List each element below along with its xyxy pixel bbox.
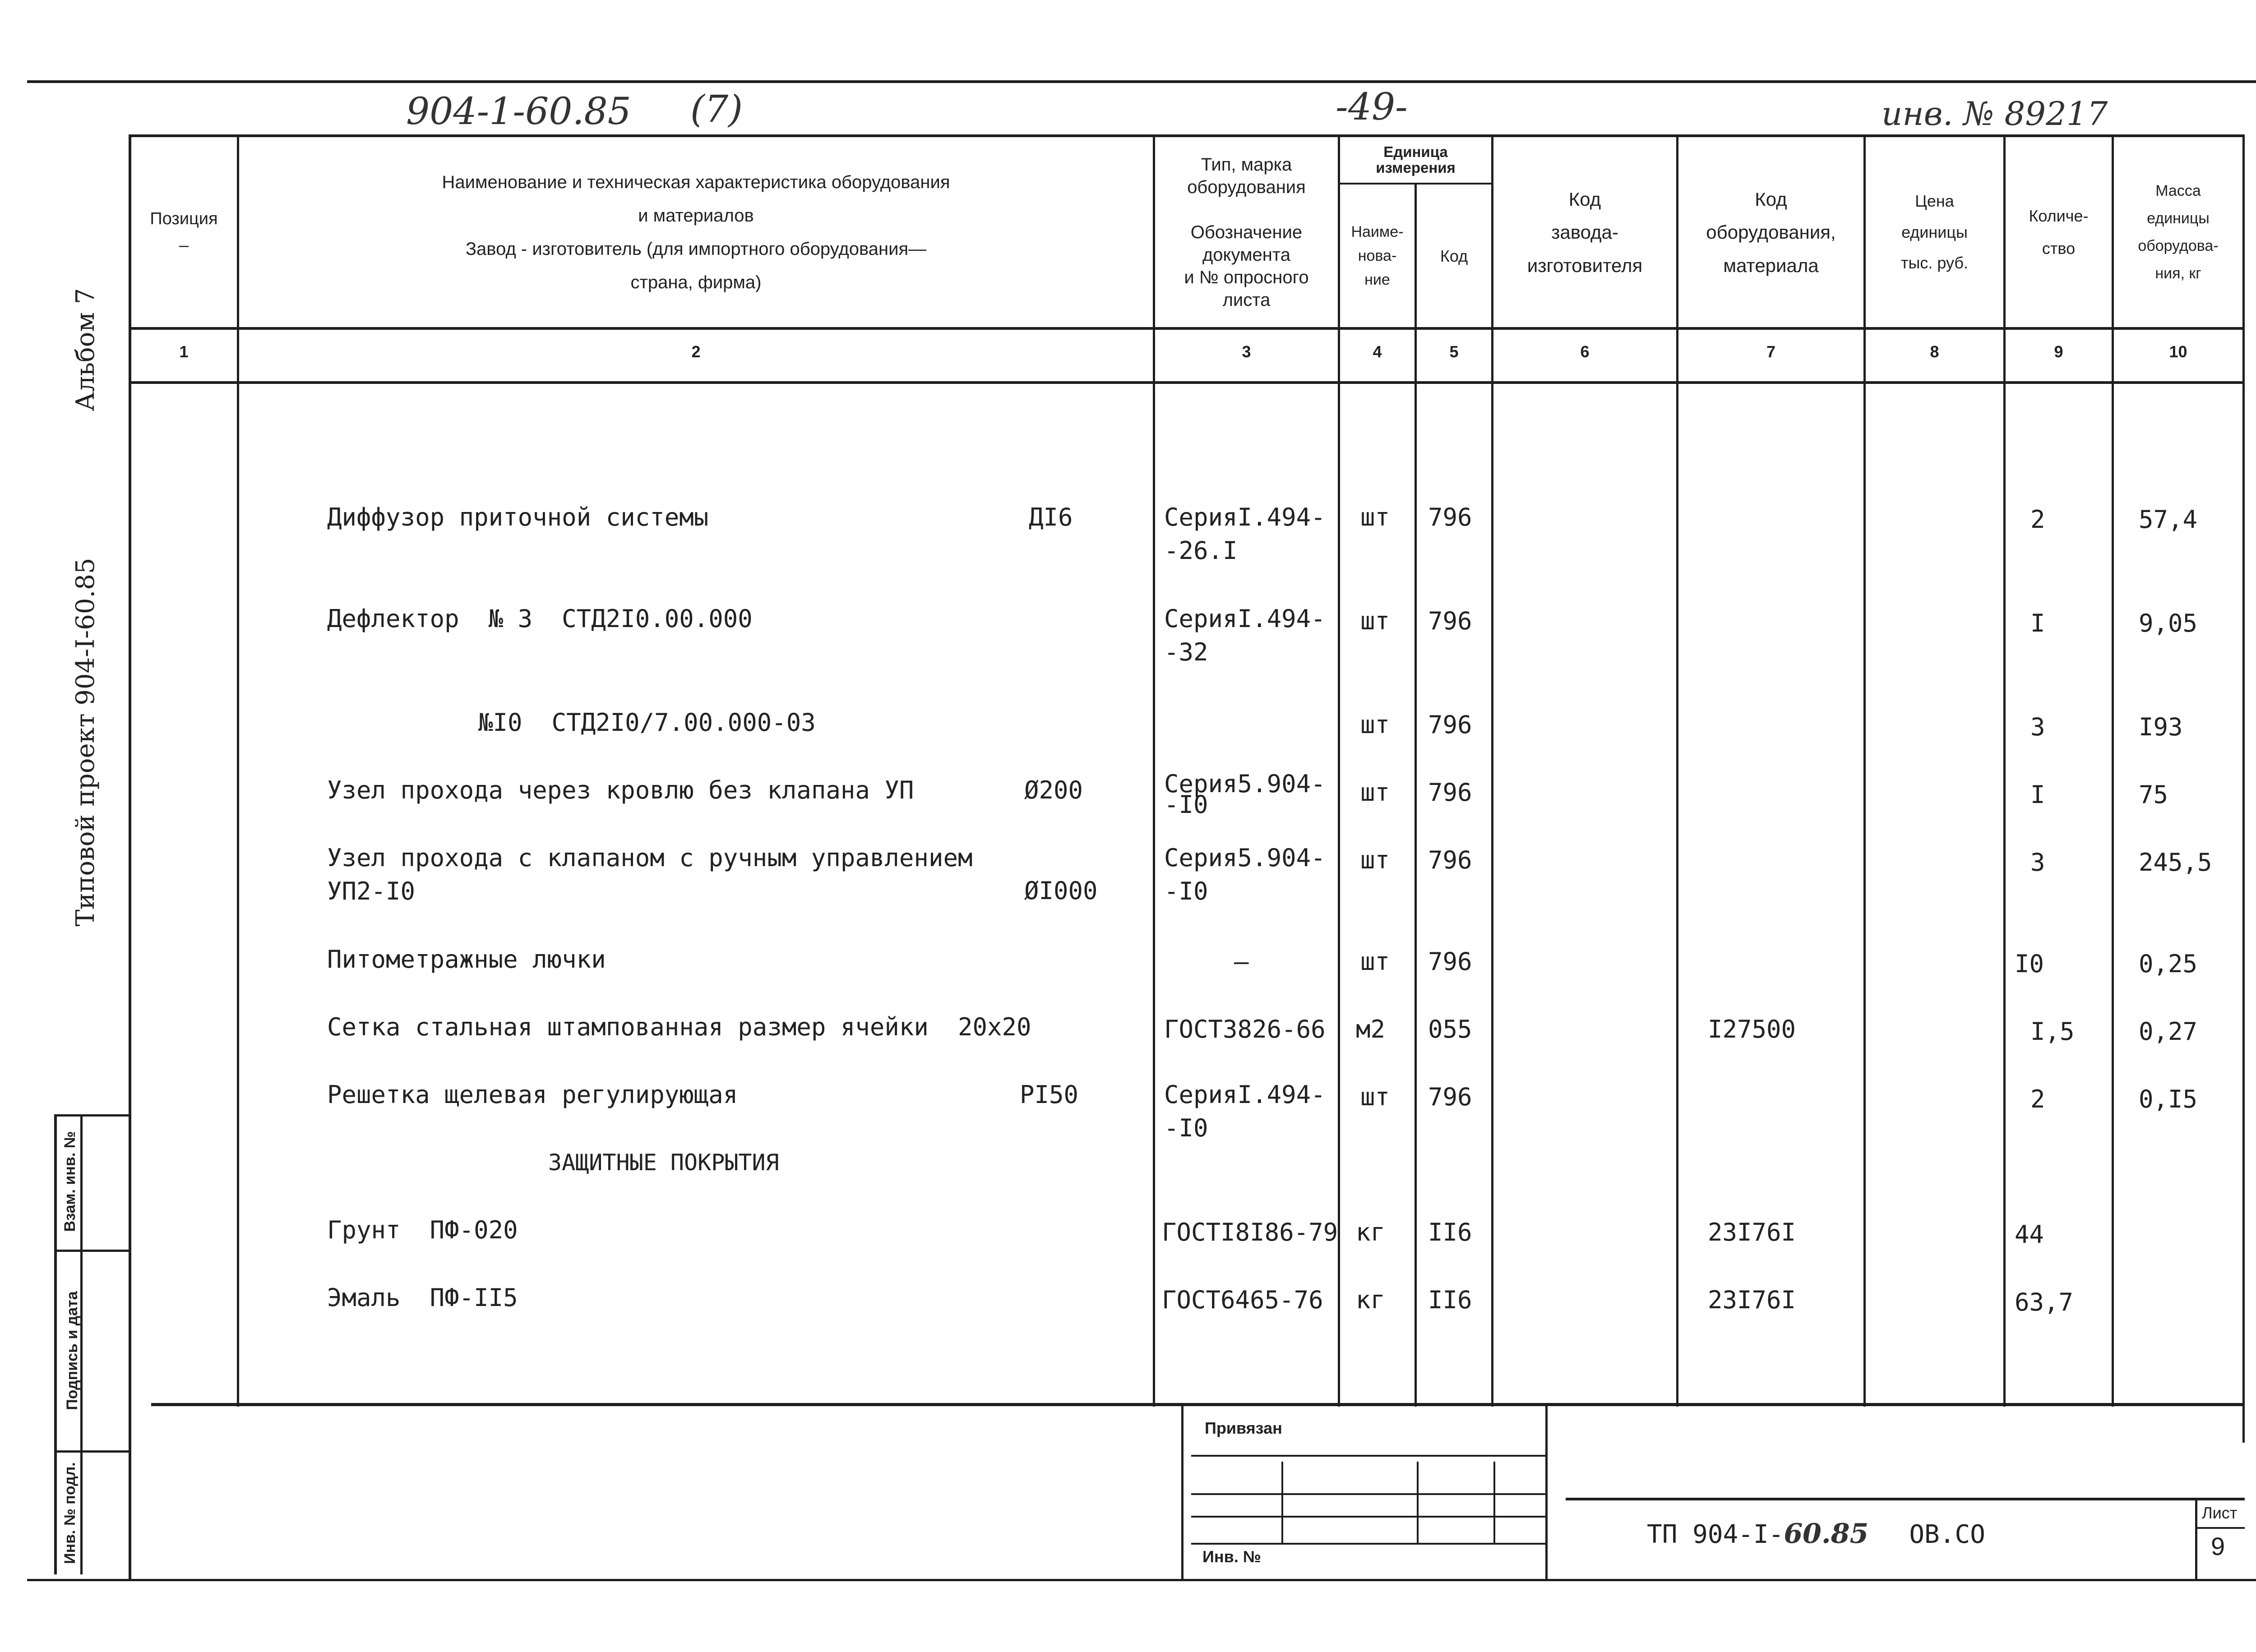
item-qty: I bbox=[2030, 780, 2045, 809]
header-bottom-line bbox=[129, 327, 2245, 330]
header-material-code: Код оборудования, материала bbox=[1706, 188, 1836, 276]
stamp-vzam: Взам. инв. № bbox=[61, 1131, 79, 1232]
item-unit-code: 055 bbox=[1428, 1015, 1472, 1043]
item-unit: шт bbox=[1360, 607, 1390, 635]
item-mass: 75 bbox=[2139, 780, 2168, 809]
item-name: Узел прохода с клапаном с ручным управлением УП2-I0 bbox=[327, 844, 973, 905]
item-qty: 2 bbox=[2030, 1085, 2045, 1113]
colnum-3: 3 bbox=[1242, 342, 1251, 361]
item-name: Решетка щелевая регулирующая bbox=[327, 1080, 738, 1109]
colnum-9: 9 bbox=[2054, 342, 2063, 361]
col-line-10 bbox=[2242, 134, 2245, 1443]
item-qty: I,5 bbox=[2030, 1017, 2075, 1046]
item-mass: 0,I5 bbox=[2139, 1085, 2198, 1113]
item-name: Узел прохода через кровлю без клапана УП bbox=[327, 776, 914, 804]
item-name: №I0 СТД2I0/7.00.000-03 bbox=[478, 708, 816, 737]
bottom-border-line bbox=[27, 1579, 2256, 1581]
colnum-7: 7 bbox=[1766, 342, 1776, 361]
item-qty: 3 bbox=[2030, 713, 2045, 741]
colnum-10: 10 bbox=[2169, 342, 2187, 361]
header-unit-code: Код bbox=[1440, 246, 1468, 265]
title-block-top-line bbox=[1566, 1498, 2245, 1500]
header-name: Наименование и техническая характеристика оборудования и материалов Завод - изготовитель (для импортного оборудования— страна, фирма) bbox=[442, 172, 950, 292]
item-unit: шт bbox=[1360, 778, 1390, 807]
document-code bbox=[1647, 1518, 1985, 1550]
colnum-1: 1 bbox=[179, 342, 189, 361]
inventory-number: инв. № 89217 bbox=[1882, 95, 2108, 133]
header-quantity: Количе- ство bbox=[2029, 207, 2089, 258]
doc-code-hand: 60.85 bbox=[1784, 1518, 1869, 1550]
item-doc: СерияI.494- -26.I bbox=[1164, 503, 1326, 565]
inv-no-label: Инв. № bbox=[1202, 1547, 1261, 1566]
item-mass: 57,4 bbox=[2139, 505, 2198, 534]
item-unit: кг bbox=[1356, 1286, 1386, 1314]
item-unit: шт bbox=[1360, 947, 1390, 976]
item-qty: 2 bbox=[2030, 505, 2045, 534]
colnum-bottom-line bbox=[129, 381, 2245, 384]
privyazan-line-2 bbox=[1191, 1493, 1545, 1495]
privyazan-left bbox=[1181, 1405, 1183, 1579]
stamp-left-border bbox=[54, 1114, 57, 1574]
item-unit: м2 bbox=[1356, 1015, 1386, 1043]
item-unit-code: II6 bbox=[1428, 1218, 1472, 1246]
privyazan-line-4 bbox=[1191, 1543, 1545, 1545]
item-name: Грунт ПФ-020 bbox=[327, 1216, 518, 1244]
item-unit-code: 796 bbox=[1428, 947, 1472, 976]
colnum-8: 8 bbox=[1930, 342, 1939, 361]
item-doc: ГОСТ6465-76 bbox=[1162, 1286, 1323, 1314]
item-doc: Серия5.904- -I0 bbox=[1164, 844, 1326, 905]
item-unit-code: 796 bbox=[1428, 846, 1472, 874]
item-doc: СерияI.494- -32 bbox=[1164, 605, 1326, 666]
item-doc: ГОСТI8I86-79 bbox=[1162, 1218, 1338, 1246]
item-material-code: 23I76I bbox=[1708, 1286, 1796, 1314]
item-mass: 0,27 bbox=[2139, 1017, 2198, 1046]
item-doc: ГОСТ3826-66 bbox=[1164, 1015, 1326, 1043]
item-mass: 0,25 bbox=[2139, 950, 2198, 978]
colnum-6: 6 bbox=[1580, 342, 1590, 361]
handwritten-bracket-note: (7) bbox=[690, 88, 743, 131]
project-title: Типовой проект 904-I-60.85 bbox=[71, 558, 100, 927]
doc-code-prefix: ТП 904-I- bbox=[1647, 1520, 1784, 1549]
sheet-number: 9 bbox=[2211, 1532, 2225, 1560]
item-mark: РI50 bbox=[1020, 1080, 1079, 1109]
item-mass: I93 bbox=[2139, 713, 2183, 741]
doc-code-suffix: ОВ.СО bbox=[1909, 1520, 1985, 1549]
top-border-line bbox=[27, 80, 2256, 83]
colnum-2: 2 bbox=[691, 342, 701, 361]
item-name: Диффузор приточной системы bbox=[327, 503, 709, 531]
sheet-label: Лист bbox=[2202, 1504, 2238, 1522]
item-unit: шт bbox=[1360, 846, 1390, 874]
handwritten-project-number: 904-1-60.85 bbox=[406, 90, 631, 133]
item-qty: I0 bbox=[2015, 950, 2044, 978]
header-mass: Масса единицы оборудова- ния, кг bbox=[2138, 182, 2219, 282]
header-plant-code: Код завода- изготовителя bbox=[1527, 188, 1643, 276]
header-type: Тип, марка оборудования Обозначение документа и № опросного листа bbox=[1184, 155, 1309, 310]
item-material-code: I27500 bbox=[1708, 1015, 1796, 1043]
item-mass: 9,05 bbox=[2139, 609, 2198, 637]
item-unit: шт bbox=[1360, 711, 1390, 739]
item-name: Эмаль ПФ-II5 bbox=[327, 1283, 518, 1312]
section-heading: ЗАЩИТНЫЕ ПОКРЫТИЯ bbox=[548, 1149, 779, 1176]
privyazan-label: Привязан bbox=[1205, 1419, 1282, 1437]
table-top-line bbox=[129, 134, 2245, 137]
item-qty: I bbox=[2030, 609, 2045, 637]
privyazan-div-1 bbox=[1281, 1462, 1283, 1543]
colnum-4: 4 bbox=[1373, 342, 1382, 361]
item-doc: Серия5.904- -I0 bbox=[1164, 770, 1326, 819]
header-price: Цена единицы тыс. руб. bbox=[1900, 192, 1968, 272]
item-mass: 245,5 bbox=[2139, 848, 2212, 877]
sheet-box-mid bbox=[2195, 1527, 2245, 1529]
item-qty: 44 bbox=[2015, 1220, 2044, 1249]
item-unit: шт bbox=[1360, 1083, 1390, 1111]
item-mark: Ø200 bbox=[1024, 776, 1083, 804]
stamp-podpis: Подпись и дата bbox=[64, 1291, 81, 1410]
item-qty: 63,7 bbox=[2015, 1288, 2074, 1316]
item-qty: 3 bbox=[2030, 848, 2045, 877]
item-unit-code: 796 bbox=[1428, 1083, 1472, 1111]
item-unit-code: 796 bbox=[1428, 607, 1472, 635]
item-unit: кг bbox=[1356, 1218, 1386, 1246]
header-unit-group: Единица измерения bbox=[1376, 143, 1456, 176]
album-label: Альбом 7 bbox=[71, 288, 100, 411]
item-name: Сетка стальная штампованная размер ячейки 20х20 bbox=[327, 1013, 1031, 1041]
privyazan-right bbox=[1545, 1405, 1548, 1579]
sheet-box-left bbox=[2195, 1500, 2197, 1579]
header-position: Позиция – bbox=[150, 209, 218, 255]
stamp-inv-podl: Инв. № подл. bbox=[61, 1462, 79, 1564]
item-unit-code: II6 bbox=[1428, 1286, 1472, 1314]
item-unit-code: 796 bbox=[1428, 778, 1472, 807]
item-material-code: 23I76I bbox=[1708, 1218, 1796, 1246]
privyazan-div-2 bbox=[1417, 1462, 1419, 1543]
colnum-5: 5 bbox=[1449, 342, 1459, 361]
item-name: Питометражные лючки bbox=[327, 945, 606, 974]
item-unit-code: 796 bbox=[1428, 503, 1472, 531]
item-mark: ДI6 bbox=[1029, 503, 1073, 531]
bottom-block-top-line bbox=[151, 1403, 2245, 1406]
privyazan-div-3 bbox=[1493, 1462, 1495, 1543]
stamp-line-1 bbox=[54, 1250, 131, 1252]
item-doc: – bbox=[1234, 947, 1249, 976]
item-unit-code: 796 bbox=[1428, 711, 1472, 739]
privyazan-line-3 bbox=[1191, 1516, 1545, 1518]
page-number: -49- bbox=[1336, 86, 1408, 129]
item-mark: ØI000 bbox=[1024, 877, 1098, 905]
item-unit: шт bbox=[1360, 503, 1390, 531]
privyazan-line-1 bbox=[1191, 1455, 1545, 1457]
item-doc: СерияI.494- -I0 bbox=[1164, 1080, 1326, 1142]
item-name: Дефлектор № 3 СТД2I0.00.000 bbox=[327, 605, 753, 633]
header-unit-name: Наиме- нова- ние bbox=[1351, 223, 1404, 288]
